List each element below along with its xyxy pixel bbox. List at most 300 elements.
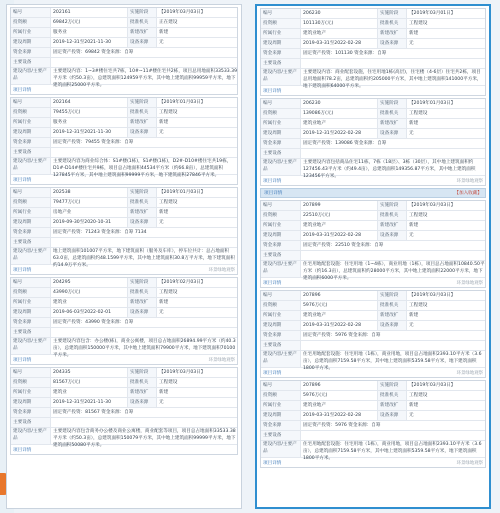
row-industry — [11, 388, 237, 398]
main-equip-value — [51, 58, 237, 67]
row-number — [11, 98, 237, 108]
row-industry — [261, 119, 485, 129]
invest-value: 22510万(元) — [303, 213, 331, 218]
invest-value: 5976万(元) — [303, 393, 328, 398]
project-number: 202161 — [53, 10, 71, 15]
label-industry: 所属行业 — [261, 311, 301, 320]
industry-value: 建筑业地产 — [303, 403, 326, 408]
project-date: 【2019年01月03日】 — [159, 190, 206, 195]
label-approval: 批准机关 — [127, 288, 157, 297]
project-detail-link[interactable]: 项目详情 — [263, 460, 282, 466]
project-card — [260, 8, 486, 96]
row-period — [11, 38, 237, 48]
row-main-equip — [261, 341, 485, 351]
row-number — [261, 291, 485, 301]
project-card — [260, 290, 486, 378]
label-main-equip: 主要设备 — [261, 431, 301, 440]
project-number: 202538 — [53, 190, 71, 195]
row-number — [11, 8, 237, 18]
label-content: 建设内容/主要产品 — [11, 68, 51, 84]
period-value: 2019-09-30至2020-10-31 — [53, 220, 111, 225]
project-number: 206230 — [303, 11, 321, 16]
label-industry: 所属行业 — [261, 401, 301, 410]
label-equip: 设备来源 — [377, 231, 407, 240]
label-capital: 资金来源 — [11, 318, 51, 327]
project-date: 【2019年02月03日】 — [159, 280, 206, 285]
label-number: 编号 — [261, 381, 301, 390]
label-number: 编号 — [261, 201, 301, 210]
row-invest — [11, 378, 237, 388]
label-content: 建设内容/主要产品 — [11, 248, 51, 264]
row-main-equip — [261, 149, 485, 159]
label-period: 建设周期 — [11, 398, 51, 407]
project-number: 204295 — [53, 280, 71, 285]
label-main-equip: 主要设备 — [11, 148, 51, 157]
label-capital: 资金来源 — [11, 408, 51, 417]
row-main-equip — [261, 251, 485, 261]
label-approval: 批准机关 — [127, 198, 157, 207]
row-number — [11, 368, 237, 378]
project-card — [10, 7, 238, 95]
label-main-equip: 主要设备 — [11, 58, 51, 67]
label-number: 编号 — [261, 99, 301, 108]
project-card — [260, 380, 486, 468]
row-invest — [11, 108, 237, 118]
row-main-equip — [11, 418, 237, 428]
label-number: 编号 — [11, 98, 51, 107]
project-card — [260, 200, 486, 288]
main-equip-value — [301, 341, 485, 350]
capital-value: 固定资产投资：22510 资金来源：自筹 — [303, 243, 384, 248]
label-status: 实施阶段 — [127, 8, 157, 17]
row-content — [261, 69, 485, 89]
industry-value: 建筑业地产 — [303, 313, 326, 318]
label-period: 建设周期 — [11, 38, 51, 47]
capital-value: 固定资产投资：71243 资金来源：自筹 7134 — [53, 230, 147, 235]
invest-value: 79455万(元) — [53, 110, 81, 115]
newtype-value: 新建 — [159, 30, 169, 35]
label-capital: 资金来源 — [261, 139, 301, 148]
content-value: 主要建设内容包含商务办公楼及商业公寓楼，商业配套等项目，项目总占地面积33533.38平方米（约50.3亩），总建筑面积150079平方米，其中地上建筑面积99999平方米，地下建筑面积50080平方米。 — [53, 429, 236, 448]
row-content — [261, 261, 485, 281]
label-period: 建设周期 — [261, 411, 301, 420]
capital-value: 固定资产投资：101130 资金来源：自筹 — [303, 51, 387, 56]
label-approval: 批准机关 — [377, 109, 407, 118]
row-invest — [11, 198, 237, 208]
label-capital: 资金来源 — [261, 331, 301, 340]
label-invest: 投资额 — [261, 301, 301, 310]
label-equip: 设备来源 — [127, 38, 157, 47]
row-industry — [11, 298, 237, 308]
label-equip: 设备来源 — [377, 321, 407, 330]
newtype-value: 新建 — [409, 223, 419, 228]
equip-value: 无 — [159, 130, 164, 135]
label-main-equip: 主要设备 — [11, 328, 51, 337]
project-date: 【2019年03月03日】 — [159, 10, 206, 15]
equip-value: 无 — [159, 220, 164, 225]
project-detail-link[interactable]: 项目详情 — [263, 88, 282, 94]
project-number: 204335 — [53, 370, 71, 375]
label-industry: 所属行业 — [11, 388, 51, 397]
period-value: 2019-12-31至2022-02-28 — [303, 131, 361, 136]
label-approval: 批准机关 — [377, 19, 407, 28]
label-period: 建设周期 — [261, 39, 301, 48]
row-number — [261, 99, 485, 109]
label-newtype: 新建改扩 — [377, 29, 407, 38]
row-main-equip — [11, 148, 237, 158]
equip-value: 无 — [409, 323, 414, 328]
label-period: 建设周期 — [11, 308, 51, 317]
label-equip: 设备来源 — [127, 218, 157, 227]
label-newtype: 新建改扩 — [127, 208, 157, 217]
label-industry: 所属行业 — [261, 29, 301, 38]
label-invest: 投资额 — [11, 108, 51, 117]
main-equip-value — [301, 59, 485, 68]
label-newtype: 新建改扩 — [377, 119, 407, 128]
capital-value: 固定资产投资：5976 资金来源：自筹 — [303, 333, 381, 338]
row-number — [261, 201, 485, 211]
project-detail-link[interactable]: 项目详情 — [263, 280, 282, 286]
label-invest: 投资额 — [261, 19, 301, 28]
newtype-value: 新建 — [409, 313, 419, 318]
label-invest: 投资额 — [11, 18, 51, 27]
label-newtype: 新建改扩 — [377, 401, 407, 410]
project-date: 【2019年01月03日】 — [409, 101, 456, 106]
label-equip: 设备来源 — [377, 129, 407, 138]
equip-value: 无 — [409, 41, 414, 46]
industry-value: 建筑业地产 — [303, 121, 326, 126]
left-project-column[interactable] — [6, 4, 242, 509]
main-equip-value — [51, 328, 237, 337]
period-value: 2019-12-31至2021-11-30 — [53, 400, 111, 405]
label-main-equip: 主要设备 — [261, 149, 301, 158]
project-card — [10, 367, 238, 455]
project-number: 207896 — [303, 383, 321, 388]
label-approval: 批准机关 — [127, 378, 157, 387]
label-invest: 投资额 — [261, 391, 301, 400]
content-value: 主要建设内容为商业综合体：S1#楼(1栋)，S1#楼(1栋)，D2#-D10#楼住宅共19栋，D1#-D14#楼住宅共9栋，项目总占地面积44534平方米（约66.8亩），总建筑面积127845平方米，其中地上建筑面积99999平方米，地下建筑面积27846平方米。 — [53, 159, 232, 178]
label-equip: 设备来源 — [377, 411, 407, 420]
row-number — [261, 9, 485, 19]
label-main-equip: 主要设备 — [261, 59, 301, 68]
right-project-column[interactable] — [255, 4, 491, 509]
row-main-equip — [11, 58, 237, 68]
project-detail-link[interactable]: 项目详情 — [13, 357, 32, 363]
card-footer — [11, 445, 237, 454]
label-equip: 设备来源 — [377, 39, 407, 48]
period-value: 2019-03-31至2022-02-28 — [303, 413, 361, 418]
project-detail-link[interactable]: 项目详情 — [263, 370, 282, 376]
main-equip-value — [51, 418, 237, 427]
label-content: 建设内容/主要产品 — [261, 351, 301, 367]
status-value: 工程建设 — [409, 111, 428, 116]
row-invest — [261, 109, 485, 119]
equip-value: 无 — [159, 310, 164, 315]
label-equip: 设备来源 — [127, 398, 157, 407]
project-number: 202164 — [53, 100, 71, 105]
row-invest — [11, 288, 237, 298]
status-value: 工程建设 — [159, 290, 178, 295]
project-detail-link[interactable]: 项目详情 — [263, 178, 282, 184]
label-invest: 投资额 — [11, 288, 51, 297]
row-invest — [261, 211, 485, 221]
capital-value: 固定资产投资：5976 资金来源：自筹 — [303, 423, 381, 428]
row-invest — [261, 301, 485, 311]
label-period: 建设周期 — [261, 231, 301, 240]
row-invest — [261, 391, 485, 401]
period-value: 2019-12-31至2021-11-30 — [53, 40, 111, 45]
card-footer — [261, 458, 485, 467]
status-value: 正在建设 — [159, 20, 178, 25]
label-invest: 投资额 — [11, 198, 51, 207]
label-industry: 所属行业 — [11, 28, 51, 37]
period-value: 2019-03-31至2022-02-28 — [303, 233, 361, 238]
watermark-text: 环景绿地观察 — [456, 178, 483, 184]
equip-value: 无 — [409, 131, 414, 136]
content-value: 地上建筑面积101007平方米，地下建筑面积（服务及车库），停车位共计：总占地面积63.0亩，总建筑面积约48.1599平方米，其中地上建筑面积30.8万平方米，地下建筑面积约14.9万平方米。 — [53, 249, 235, 268]
label-approval: 批准机关 — [127, 18, 157, 27]
project-detail-link[interactable]: 项目详情 — [13, 267, 32, 273]
row-period — [11, 308, 237, 318]
period-value: 2019-03-31至2022-02-28 — [303, 323, 361, 328]
label-main-equip: 主要设备 — [261, 341, 301, 350]
label-approval: 批准机关 — [377, 301, 407, 310]
row-period — [261, 129, 485, 139]
label-content: 建设内容/主要产品 — [11, 158, 51, 174]
project-date: 【2019年01月03日】 — [159, 100, 206, 105]
label-period: 建设周期 — [261, 129, 301, 138]
newtype-value: 新建 — [159, 120, 169, 125]
row-content — [11, 158, 237, 178]
project-number: 206230 — [303, 101, 321, 106]
invest-value: 5976万(元) — [303, 303, 328, 308]
project-card — [10, 97, 238, 185]
content-value: 主要建设内容包含：办公楼(栋)，商业公寓楼，项目总占地面积26894.99平方米（约40.3亩），总建筑面积150000平方米，其中地上建筑面积79900平方米，地下建筑面积70100平方米。 — [53, 339, 236, 358]
watermark-text: 环景绿地观察 — [208, 357, 235, 363]
watermark-text: 环景绿地观察 — [208, 267, 235, 273]
label-status: 实施阶段 — [377, 291, 407, 300]
label-period: 建设周期 — [11, 128, 51, 137]
label-invest: 投资额 — [261, 109, 301, 118]
project-date: 【2019年03月01日】 — [409, 11, 456, 16]
industry-value: 建筑业地产 — [303, 223, 326, 228]
row-period — [261, 411, 485, 421]
content-value: 主要建设内容包括商品住宅11栋，7栋（18层）、3栋（30层），其中地上建筑面积约127456.43平方米（约49.4亩），总建筑面积149356.87平方米，其中地上建筑面积123456平方米。 — [303, 160, 476, 179]
row-period — [11, 128, 237, 138]
invest-value: 81567万(元) — [53, 380, 81, 385]
label-status: 实施阶段 — [127, 188, 157, 197]
project-detail-link[interactable]: 项目详情 — [13, 87, 32, 93]
label-main-equip: 主要设备 — [11, 418, 51, 427]
label-industry: 所属行业 — [11, 118, 51, 127]
label-newtype: 新建改扩 — [127, 298, 157, 307]
equip-value: 无 — [159, 40, 164, 45]
row-capital — [11, 228, 237, 238]
card-footer — [261, 86, 485, 95]
industry-value: 服务业 — [53, 30, 67, 35]
content-value: 主要建设内容：商业配套设施，住宅用地1栋(高层)，住宅楼（4-6层）住宅共2栋，项目总用地面积78.2亩，总建筑面积约205000平方米，其中地上建筑面积141000平方米，地下建筑面积64000平方米。 — [303, 70, 482, 89]
status-value: 工程建设 — [409, 21, 428, 26]
row-period — [261, 39, 485, 49]
row-number — [11, 278, 237, 288]
status-value: 工程建设 — [159, 200, 178, 205]
main-equip-value — [301, 431, 485, 440]
label-content: 建设内容/主要产品 — [11, 428, 51, 444]
project-detail-link[interactable]: 项目详情 — [13, 447, 32, 453]
label-content: 建设内容/主要产品 — [261, 441, 301, 457]
industry-value: 建筑业地产 — [303, 31, 326, 36]
label-approval: 批准机关 — [377, 391, 407, 400]
project-detail-link[interactable]: 项目详情 — [13, 177, 32, 183]
label-newtype: 新建改扩 — [377, 221, 407, 230]
period-value: 2019-12-31至2021-11-30 — [53, 130, 111, 135]
label-number: 编号 — [11, 8, 51, 17]
main-equip-value — [51, 148, 237, 157]
row-industry — [11, 208, 237, 218]
row-main-equip — [261, 59, 485, 69]
main-equip-value — [301, 149, 485, 158]
label-status: 实施阶段 — [377, 201, 407, 210]
row-industry — [261, 29, 485, 39]
newtype-value: 新建 — [409, 121, 419, 126]
label-capital: 资金来源 — [11, 48, 51, 57]
row-capital — [261, 241, 485, 251]
row-content — [11, 68, 237, 88]
row-period — [11, 218, 237, 228]
watermark-text: 环景绿地观察 — [456, 460, 483, 466]
row-capital — [261, 49, 485, 59]
label-newtype: 新建改扩 — [377, 311, 407, 320]
newtype-value: 新建 — [409, 31, 419, 36]
capital-value: 固定资产投资：69842 资金来源：自筹 — [53, 50, 134, 55]
project-date: 【2019年03月03日】 — [159, 370, 206, 375]
newtype-value: 新建 — [409, 403, 419, 408]
row-capital — [261, 139, 485, 149]
label-industry: 所属行业 — [261, 119, 301, 128]
label-newtype: 新建改扩 — [127, 118, 157, 127]
label-number: 编号 — [261, 291, 301, 300]
project-date: 【2019年03月03日】 — [409, 203, 456, 208]
card-footer — [11, 85, 237, 94]
add-favorite-link[interactable]: 【加入收藏】 — [454, 191, 482, 196]
main-equip-value — [301, 251, 485, 260]
label-capital: 资金来源 — [11, 138, 51, 147]
label-number: 编号 — [261, 9, 301, 18]
banner-detail-link[interactable]: 项目详情 — [264, 191, 283, 196]
row-content — [261, 441, 485, 461]
content-value: 主要建设内容：1~3#楼住宅共7栋，10#~11#楼住宅共2栋，项目总用地面积33533.39平方米（约50.3亩），总建筑面积124959平方米，其中地上建筑面积99959平方米，地下建筑面积25000平方米。 — [53, 69, 237, 88]
row-capital — [11, 48, 237, 58]
industry-value: 房地产业 — [53, 210, 72, 215]
label-number: 编号 — [11, 278, 51, 287]
label-equip: 设备来源 — [127, 308, 157, 317]
label-equip: 设备来源 — [127, 128, 157, 137]
row-industry — [261, 401, 485, 411]
label-approval: 批准机关 — [127, 108, 157, 117]
period-value: 2019-06-03至2022-02-01 — [53, 310, 111, 315]
watermark-text: 环景绿地观察 — [456, 370, 483, 376]
label-capital: 资金来源 — [11, 228, 51, 237]
row-industry — [11, 28, 237, 38]
row-content — [261, 159, 485, 179]
label-industry: 所属行业 — [11, 298, 51, 307]
label-approval: 批准机关 — [377, 211, 407, 220]
status-value: 工程建设 — [409, 213, 428, 218]
project-card — [260, 98, 486, 186]
invest-value: 101130万(元) — [303, 21, 334, 26]
industry-value: 建筑业 — [53, 300, 67, 305]
equip-value: 无 — [409, 413, 414, 418]
label-status: 实施阶段 — [127, 368, 157, 377]
label-period: 建设周期 — [11, 218, 51, 227]
project-number: 207896 — [303, 293, 321, 298]
row-capital — [11, 318, 237, 328]
main-equip-value — [51, 238, 237, 247]
equip-value: 无 — [159, 400, 164, 405]
label-content: 建设内容/主要产品 — [261, 69, 301, 85]
label-capital: 资金来源 — [261, 241, 301, 250]
equip-value: 无 — [409, 233, 414, 238]
label-newtype: 新建改扩 — [127, 388, 157, 397]
label-industry: 所属行业 — [11, 208, 51, 217]
label-status: 实施阶段 — [377, 99, 407, 108]
label-main-equip: 主要设备 — [261, 251, 301, 260]
card-footer — [11, 265, 237, 274]
period-value: 2019-03-31至2022-02-28 — [303, 41, 361, 46]
label-industry: 所属行业 — [261, 221, 301, 230]
row-number — [11, 188, 237, 198]
row-capital — [11, 408, 237, 418]
label-capital: 资金来源 — [261, 421, 301, 430]
row-capital — [11, 138, 237, 148]
capital-value: 固定资产投资：139086 资金来源：自筹 — [303, 141, 387, 146]
label-content: 建设内容/主要产品 — [261, 261, 301, 277]
card-footer — [261, 368, 485, 377]
row-industry — [261, 221, 485, 231]
newtype-value: 新建 — [159, 300, 169, 305]
row-period — [261, 231, 485, 241]
row-content — [11, 248, 237, 268]
label-main-equip: 主要设备 — [11, 238, 51, 247]
project-card — [10, 187, 238, 275]
project-number: 207899 — [303, 203, 321, 208]
row-number — [261, 381, 485, 391]
project-card — [10, 277, 238, 365]
row-capital — [261, 331, 485, 341]
status-value: 工程建设 — [159, 380, 178, 385]
industry-value: 建筑业 — [53, 390, 67, 395]
watermark-text: 环景绿地观察 — [456, 280, 483, 286]
invest-value: 79477万(元) — [53, 200, 81, 205]
row-industry — [11, 118, 237, 128]
collection-banner — [260, 188, 486, 198]
row-period — [261, 321, 485, 331]
industry-value: 服务业 — [53, 120, 67, 125]
label-content: 建设内容/主要产品 — [261, 159, 301, 175]
label-capital: 资金来源 — [261, 49, 301, 58]
label-invest: 投资额 — [11, 378, 51, 387]
capital-value: 固定资产投资：43990 资金来源：自筹 — [53, 320, 134, 325]
label-status: 实施阶段 — [127, 278, 157, 287]
project-date: 【2019年03月03日】 — [409, 383, 456, 388]
row-period — [11, 398, 237, 408]
row-industry — [261, 311, 485, 321]
row-content — [11, 338, 237, 358]
row-content — [11, 428, 237, 448]
card-footer — [11, 355, 237, 364]
label-newtype: 新建改扩 — [127, 28, 157, 37]
row-invest — [261, 19, 485, 29]
